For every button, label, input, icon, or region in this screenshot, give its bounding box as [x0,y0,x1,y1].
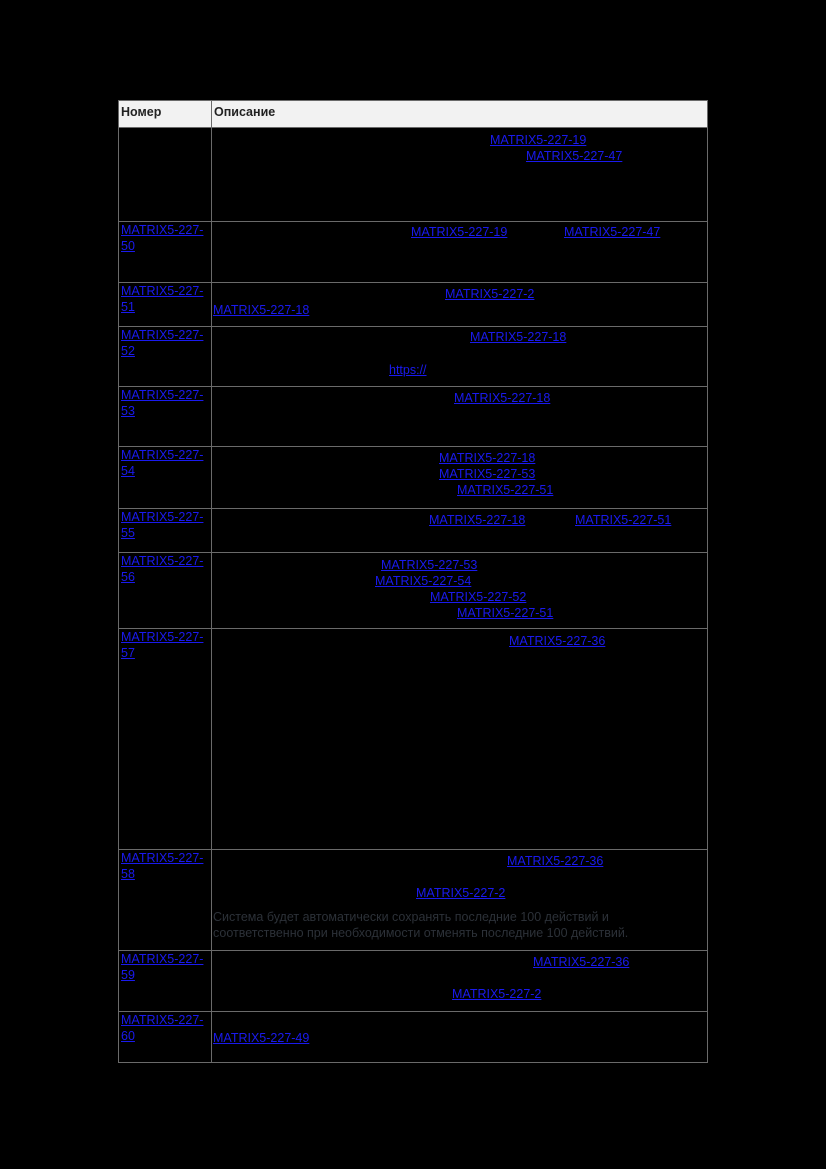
table-row [119,387,708,447]
row-description-cell [212,222,708,283]
ref-link[interactable]: MATRIX5-227-18 [439,451,536,465]
ref-link[interactable]: MATRIX5-227-18 [470,330,567,344]
table-header-row [119,101,708,128]
ref-link[interactable]: MATRIX5-227-18 [429,513,526,527]
row-number-link[interactable]: MATRIX5-227-51 [121,284,204,314]
table-row [119,447,708,509]
requirements-table [118,100,708,1063]
ref-link[interactable]: MATRIX5-227-54 [375,574,472,588]
table-row [119,629,708,850]
table-row [119,283,708,327]
row-number-link[interactable]: MATRIX5-227-54 [121,448,204,478]
row-number-cell [119,283,212,327]
row-description-cell [212,850,708,951]
table-row [119,509,708,553]
header-number: Номер [119,101,212,128]
row-number-cell [119,509,212,553]
row-number-link[interactable]: MATRIX5-227-52 [121,328,204,358]
ref-link[interactable]: MATRIX5-227-36 [509,634,606,648]
table-row [119,1012,708,1063]
ref-link[interactable]: MATRIX5-227-18 [454,391,551,405]
ref-link[interactable]: MATRIX5-227-51 [575,513,672,527]
row-number-link[interactable]: MATRIX5-227-50 [121,223,204,253]
row-number-cell [119,1012,212,1063]
row-number-link[interactable]: MATRIX5-227-59 [121,952,204,982]
row-number-cell [119,447,212,509]
ref-link[interactable]: MATRIX5-227-51 [457,483,554,497]
row-number-link[interactable]: MATRIX5-227-53 [121,388,204,418]
row-description-cell [212,553,708,629]
row-description-cell [212,629,708,850]
row-description-cell [212,951,708,1012]
ref-link[interactable]: MATRIX5-227-19 [490,133,587,147]
row-number-cell [119,222,212,283]
table-row [119,850,708,951]
row-number-cell [119,387,212,447]
row-description-cell [212,447,708,509]
ref-link[interactable]: MATRIX5-227-36 [507,854,604,868]
row-description-cell [212,387,708,447]
row-description-cell [212,1012,708,1063]
ref-link[interactable]: MATRIX5-227-47 [526,149,623,163]
row-number-cell [119,327,212,387]
table-row [119,222,708,283]
row-number-cell [119,553,212,629]
row-number-link[interactable]: MATRIX5-227-56 [121,554,204,584]
row-description-cell [212,509,708,553]
url-link[interactable]: https:// [389,363,427,377]
ref-link[interactable]: MATRIX5-227-2 [452,987,542,1001]
ref-link[interactable]: MATRIX5-227-36 [533,955,630,969]
row-description-cell [212,283,708,327]
ref-link[interactable]: MATRIX5-227-47 [564,225,661,239]
row-number-cell [119,128,212,222]
ref-link[interactable]: MATRIX5-227-19 [411,225,508,239]
table-row [119,327,708,387]
ref-link[interactable]: MATRIX5-227-53 [439,467,536,481]
ref-link[interactable]: MATRIX5-227-52 [430,590,527,604]
row-number-cell [119,629,212,850]
row-description-cell [212,128,708,222]
ref-link[interactable]: MATRIX5-227-51 [457,606,554,620]
row-number-link[interactable]: MATRIX5-227-55 [121,510,204,540]
table-row [119,553,708,629]
ref-link[interactable]: MATRIX5-227-53 [381,558,478,572]
row-description-cell [212,327,708,387]
row-number-link[interactable]: MATRIX5-227-60 [121,1013,204,1043]
ref-link[interactable]: MATRIX5-227-2 [416,886,506,900]
ref-link[interactable]: MATRIX5-227-18 [213,303,310,317]
row-number-cell [119,850,212,951]
ref-link[interactable]: MATRIX5-227-49 [213,1031,310,1045]
table-row [119,128,708,222]
row-number-link[interactable]: MATRIX5-227-58 [121,851,204,881]
header-description: Описание [212,101,708,128]
row-number-cell [119,951,212,1012]
description-text-line: Система будет автоматически сохранять последние 100 действий и [213,910,609,924]
row-number-link[interactable]: MATRIX5-227-57 [121,630,204,660]
ref-link[interactable]: MATRIX5-227-2 [445,287,535,301]
description-text-line: соответственно при необходимости отменять последние 100 действий. [213,926,629,940]
table-row [119,951,708,1012]
